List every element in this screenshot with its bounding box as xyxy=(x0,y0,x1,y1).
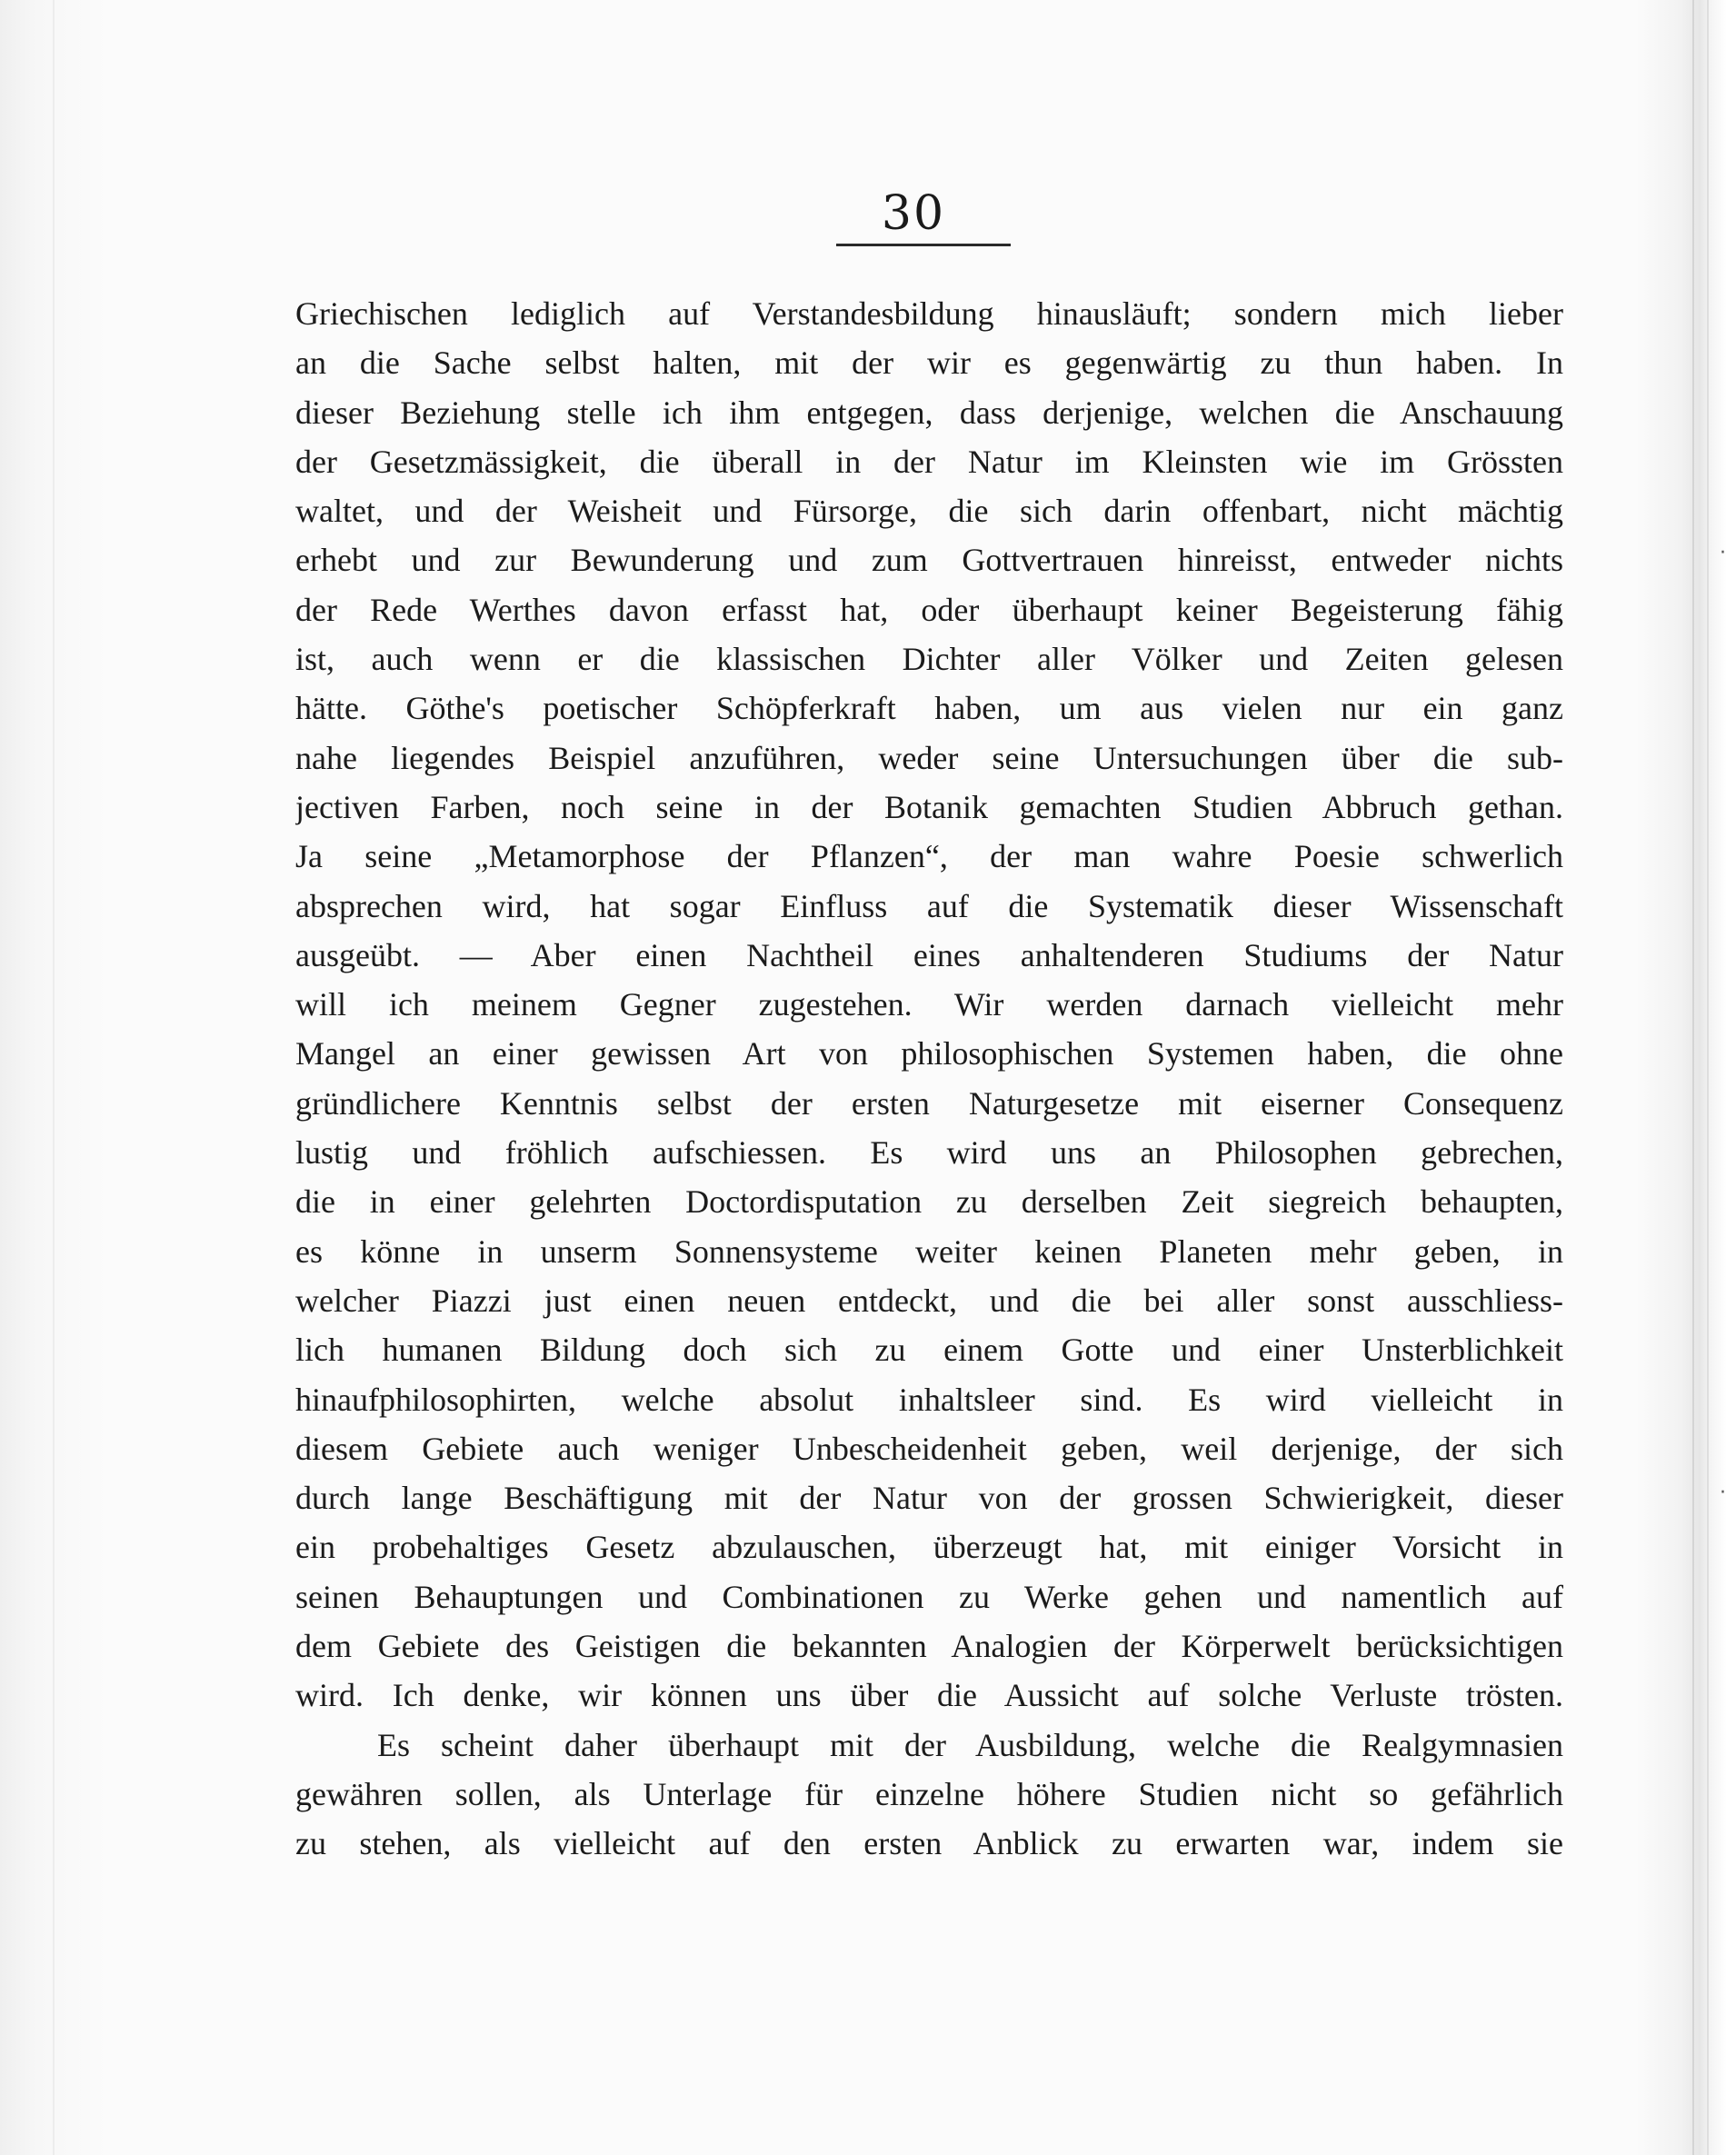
text-line: es könne in unserm Sonnensysteme weiter keinen Planeten mehr geben, in xyxy=(295,1232,1563,1270)
text-line: Ja seine „Metamorphose der Pflanzen“, der man wahre Poesie schwerlich xyxy=(295,838,1563,875)
text-line: zu stehen, als vielleicht auf den ersten Anblick zu erwarten war, indem sie xyxy=(295,1825,1563,1862)
text-line: welcher Piazzi just einen neuen entdeckt, und die bei aller sonst ausschliess- xyxy=(295,1282,1563,1319)
page-edge-right-outer xyxy=(1707,0,1709,2155)
text-line: ein probehaltiges Gesetz abzulauschen, überzeugt hat, mit einiger Vorsicht in xyxy=(295,1529,1563,1566)
text-line: durch lange Beschäftigung mit der Natur von der grossen Schwierigkeit, dieser xyxy=(295,1480,1563,1517)
text-line: hinaufphilosophirten, welche absolut inhaltsleer sind. Es wird vielleicht in xyxy=(295,1381,1563,1418)
text-line: gewähren sollen, als Unterlage für einzelne höhere Studien nicht so gefährlich xyxy=(295,1775,1563,1812)
header-rule xyxy=(836,244,1011,246)
text-line: der Rede Werthes davon erfasst hat, oder überhaupt keiner Begeisterung fähig xyxy=(295,591,1563,628)
text-line: waltet, und der Weisheit und Fürsorge, die sich darin offenbart, nicht mächtig xyxy=(295,493,1563,530)
text-line: lustig und fröhlich aufschiessen. Es wird uns an Philosophen gebrechen, xyxy=(295,1134,1563,1172)
body-text xyxy=(295,289,1563,1869)
text-line: lich humanen Bildung doch sich zu einem Gotte und einer Unsterblichkeit xyxy=(295,1332,1563,1369)
text-line: gründlichere Kenntnis selbst der ersten Naturgesetze mit eiserner Consequenz xyxy=(295,1084,1563,1122)
text-line: Griechischen lediglich auf Verstandesbildung hinausläuft; sondern mich lieber xyxy=(295,295,1563,332)
text-line: absprechen wird, hat sogar Einfluss auf die Systematik dieser Wissenschaft xyxy=(295,887,1563,924)
page-edge-right xyxy=(1692,0,1694,2155)
margin-speck: · xyxy=(1720,542,1726,564)
text-line: an die Sache selbst halten, mit der wir es gegenwärtig zu thun haben. In xyxy=(295,344,1563,382)
text-line: erhebt und zur Bewunderung und zum Gottvertrauen hinreisst, entweder nichts xyxy=(295,542,1563,579)
text-line: hätte. Göthe's poetischer Schöpferkraft haben, um aus vielen nur ein ganz xyxy=(295,690,1563,727)
paragraph-first-line: Es scheint daher überhaupt mit der Ausbildung, welche die Realgymnasien xyxy=(377,1726,1563,1763)
text-line: nahe liegendes Beispiel anzuführen, weder seine Untersuchungen über die sub- xyxy=(295,739,1563,776)
margin-speck: · xyxy=(1720,1482,1726,1504)
page-number: 30 xyxy=(881,186,946,241)
text-line: ist, auch wenn er die klassischen Dichter aller Völker und Zeiten gelesen xyxy=(295,641,1563,678)
text-line: wird. Ich denke, wir können uns über die Aussicht auf solche Verluste trösten. xyxy=(295,1677,1563,1714)
text-line: ausgeübt. — Aber einen Nachtheil eines anhaltenderen Studiums der Natur xyxy=(295,936,1563,973)
text-line: jectiven Farben, noch seine in der Botanik gemachten Studien Abbruch gethan. xyxy=(295,788,1563,825)
text-line: seinen Behauptungen und Combinationen zu Werke gehen und namentlich auf xyxy=(295,1578,1563,1615)
text-line: dieser Beziehung stelle ich ihm entgegen, dass derjenige, welchen die Anschauung xyxy=(295,394,1563,431)
text-line: diesem Gebiete auch weniger Unbescheidenheit geben, weil derjenige, der sich xyxy=(295,1430,1563,1467)
text-line: will ich meinem Gegner zugestehen. Wir werden darnach vielleicht mehr xyxy=(295,986,1563,1023)
text-line: der Gesetzmässigkeit, die überall in der Natur im Kleinsten wie im Grössten xyxy=(295,443,1563,480)
text-line: die in einer gelehrten Doctordisputation zu derselben Zeit siegreich behaupten, xyxy=(295,1183,1563,1221)
page-edge-left xyxy=(53,0,55,2155)
text-line: dem Gebiete des Geistigen die bekannten Analogien der Körperwelt berücksichtigen xyxy=(295,1628,1563,1665)
text-line: Mangel an einer gewissen Art von philosophischen Systemen haben, die ohne xyxy=(295,1035,1563,1073)
